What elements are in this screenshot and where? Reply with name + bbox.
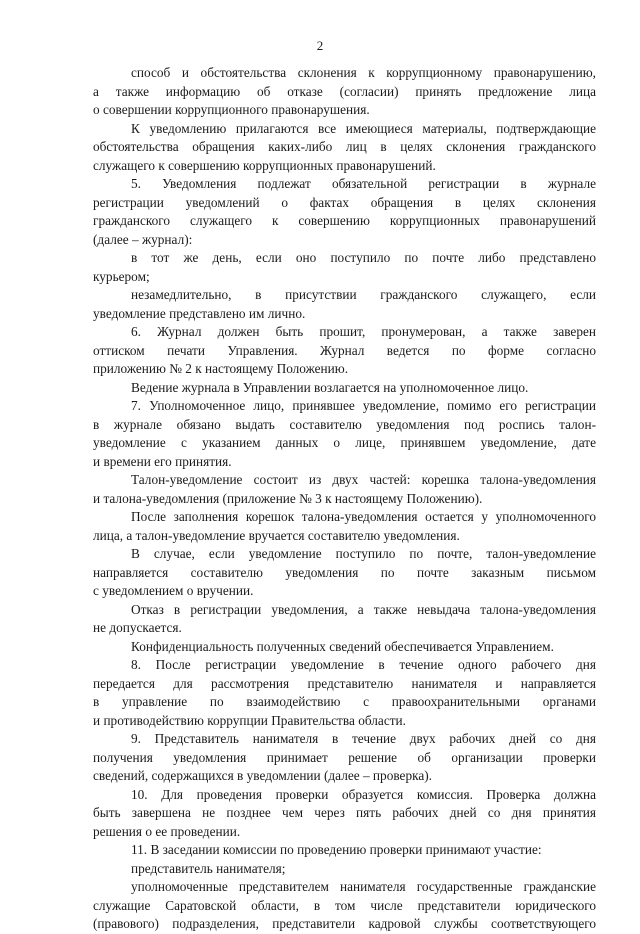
text-line: быть завершена не позднее чем через пять рабочих дней со дня принятия <box>93 805 596 820</box>
text-line: (далее – журнал): <box>93 231 193 247</box>
text-line: После заполнения корешок талона-уведомления остается у уполномоченного <box>131 509 596 524</box>
text-line: сведений, содержащихся в уведомлении (далее – проверка). <box>93 768 433 783</box>
text-line: 8. После регистрации уведомление в течение одного рабочего дня <box>131 657 596 672</box>
text-line: гражданского служащего к совершению коррупционных правонарушений <box>93 213 596 228</box>
text-line: и противодействию коррупции Правительства области. <box>93 712 406 728</box>
text-line: Отказ в регистрации уведомления, а также невыдача талона-уведомления <box>131 601 596 617</box>
text-line: и времени его принятия. <box>93 453 232 469</box>
text-line: оттиском печати Управления. Журнал ведется по форме согласно <box>93 342 596 358</box>
text-line: В случае, если уведомление поступило по почте, талон-уведомление <box>131 546 596 561</box>
text-line: с уведомлением о вручении. <box>93 583 254 598</box>
text-line: в тот же день, если оно поступило по почте либо представлено <box>131 250 596 265</box>
text-line: уполномоченные представителем нанимателя государственные гражданские <box>131 879 596 894</box>
text-line: 9. Представитель нанимателя в течение двух рабочих дней со дня <box>131 731 596 746</box>
text-line: курьером; <box>93 268 150 284</box>
text-line: 5. Уведомления подлежат обязательной регистрации в журнале <box>131 176 596 191</box>
text-line: К уведомлению прилагаются все имеющиеся материалы, подтверждающие <box>131 120 596 136</box>
text-line: не допускается. <box>93 620 182 635</box>
text-line: направляется составителю уведомления по почте заказным письмом <box>93 564 596 580</box>
text-line: а также информацию об отказе (согласии) принять предложение лица <box>93 83 596 99</box>
text-line: в управление по взаимодействию с правоохранительными органами <box>93 694 596 709</box>
text-line: приложению № 2 к настоящему Положению. <box>93 361 349 376</box>
text-line: регистрации уведомлений о фактах обращения в целях склонения <box>93 194 596 210</box>
text-line: решения о ее проведении. <box>93 823 241 839</box>
text-line: 6. Журнал должен быть прошит, пронумерован, а также заверен <box>131 324 596 339</box>
text-line: служащего к совершению коррупционных правонарушений. <box>93 157 436 173</box>
text-line: Конфиденциальность полученных сведений обеспечивается Управлением. <box>131 638 554 654</box>
text-line: уведомление с указанием данных о лице, принявшем уведомление, дате <box>93 435 596 450</box>
text-line: 7. Уполномоченное лицо, принявшее уведомление, помимо его регистрации <box>131 398 596 413</box>
text-line: и талона-уведомления (приложение № 3 к настоящему Положению). <box>93 490 483 506</box>
text-line: незамедлительно, в присутствии гражданского служащего, если <box>131 287 596 302</box>
text-line: передается для рассмотрения представителю нанимателя и направляется <box>93 675 596 691</box>
text-line: Талон-уведомление состоит из двух частей: корешка талона-уведомления <box>131 472 596 487</box>
text-line: получения уведомления принимает решение об организации проверки <box>93 749 596 765</box>
page-number: 2 <box>316 38 324 53</box>
text-line: представитель нанимателя; <box>131 860 286 876</box>
text-line: уведомление представлено им лично. <box>93 305 306 321</box>
text-line: обстоятельства обращения каких-либо лиц в целях склонения гражданского <box>93 139 596 154</box>
text-line: о совершении коррупционного правонарушения. <box>93 102 370 117</box>
text-line: лица, а талон-уведомление вручается составителю уведомления. <box>93 527 460 543</box>
text-line: (правового) подразделения, представители кадровой службы соответствующего <box>93 916 596 931</box>
text-line: Ведение журнала в Управлении возлагается на уполномоченное лицо. <box>131 379 529 395</box>
text-line: в журнале обязано выдать составителю уведомления под роспись талон- <box>93 416 596 432</box>
text-line: способ и обстоятельства склонения к коррупционному правонарушению, <box>131 65 596 80</box>
text-line: 10. Для проведения проверки образуется комиссия. Проверка должна <box>131 786 596 802</box>
text-line: 11. В заседании комиссии по проведению проверки принимают участие: <box>131 842 542 857</box>
document-body <box>93 64 596 934</box>
text-line: служащие Саратовской области, в том числе представители юридического <box>93 897 596 913</box>
